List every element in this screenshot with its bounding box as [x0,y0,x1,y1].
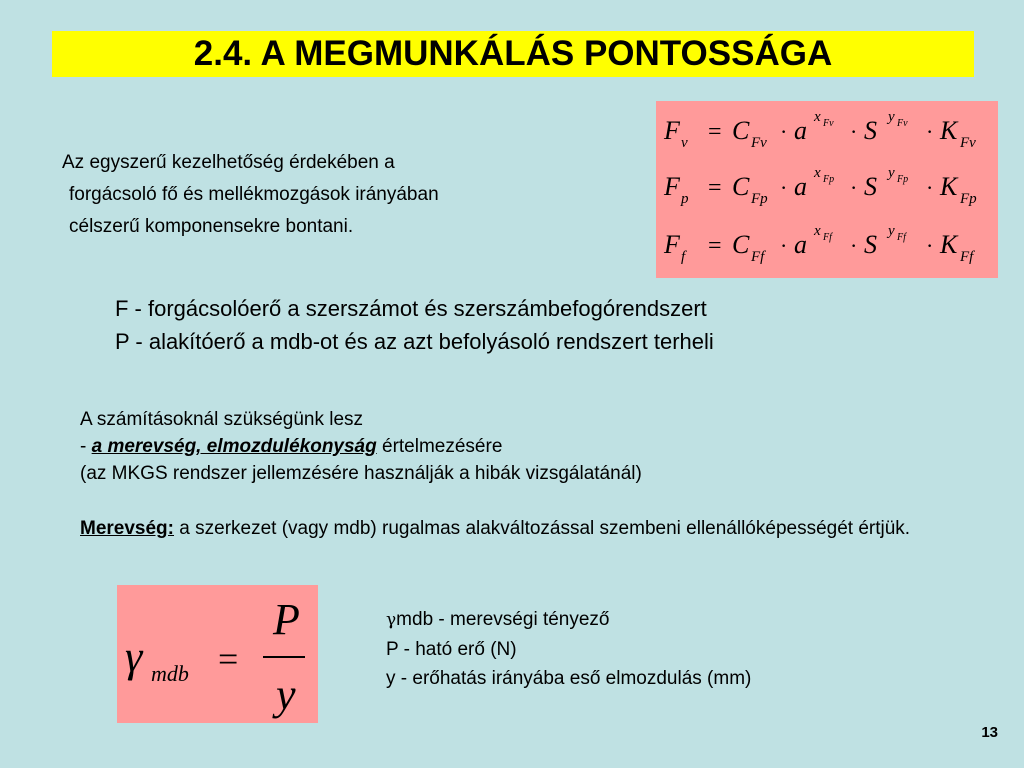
stiffness-text: a szerkezet (vagy mdb) rugalmas alakváltozással szembeni ellenállóképességét értjük. [174,518,911,539]
gamma-definition [386,605,946,635]
formula-row-fp [663,165,977,207]
formula-f-symbol: F [664,230,680,259]
formula-k-symbol: K [940,172,958,201]
calc-line-3: (az MKGS rendszer jellemzésére használják a hibák vizsgálatánál) [80,463,642,484]
force-definitions [115,292,935,358]
formula-f-symbol: F [664,116,680,145]
formula-x-exponent: x [814,109,821,125]
formula-f-subscript: v [681,135,688,151]
formula-dot: · [926,119,934,144]
formula-c-symbol: C [732,172,750,201]
intro-line: forgácsoló fő és mellékmozgások irányában [69,184,439,205]
formula-a-symbol: a [794,116,807,145]
formula-equals: = [708,119,722,145]
formula-y-exponent-subscript: Ff [897,232,906,243]
calc-line-2 [80,433,960,460]
cutting-force-formulas [656,101,998,278]
stiffness-formula-svg [117,585,318,723]
fraction-denominator: y [276,670,296,719]
force-f-definition: F - forgácsolóerő a szerszámot és szerszámbefogórendszert [115,296,707,321]
stiffness-formula [117,585,318,723]
formula-x-exponent-subscript: Fp [823,174,835,185]
formula-dot: · [780,119,788,144]
formula-s-symbol: S [864,230,877,259]
formula-equals: = [218,639,239,679]
formula-equals: = [708,175,722,201]
formula-k-subscript: Fp [960,191,977,207]
gamma-symbol: γ [125,632,143,681]
formula-dot: · [850,175,858,200]
formula-f-subscript: p [681,191,689,207]
formula-f-subscript: f [681,249,686,265]
calc-line-2-rest: értelmezésére [376,436,503,457]
formula-x-exponent-subscript: Fv [823,118,834,129]
formula-x-exponent-subscript: Ff [823,232,832,243]
formula-y-exponent: y [888,109,895,125]
formula-k-symbol: K [940,230,958,259]
slide-title: 2.4. A MEGMUNKÁLÁS PONTOSSÁGA [52,31,974,77]
formula-c-symbol: C [732,116,750,145]
formula-s-symbol: S [864,116,877,145]
formula-k-subscript: Fv [960,135,976,151]
formula-row-fv [663,109,976,151]
formula-y-exponent-subscript: Fp [897,174,909,185]
formula-k-subscript: Ff [960,249,974,265]
formula-a-symbol: a [794,230,807,259]
formula-dot: · [780,175,788,200]
formula-dot: · [850,233,858,258]
fraction-numerator: P [273,595,300,644]
intro-line: célszerű komponensekre bontani. [69,216,354,237]
calc-dash: - [80,436,92,457]
page-number: 13 [981,724,998,741]
formula-y-exponent: y [888,165,895,181]
formula-dot: · [926,233,934,258]
gamma-subscript: mdb [151,661,189,686]
force-p-definition: P - alakítóerő a mdb-ot és az azt befolyásoló rendszert terheli [115,329,714,354]
calculation-note [80,406,960,487]
formula-f-symbol: F [664,172,680,201]
formula-y-exponent-subscript: Fv [897,118,908,129]
formula-k-symbol: K [940,116,958,145]
symbol-definitions [386,605,946,693]
formula-x-exponent: x [814,165,821,181]
formula-c-subscript: Fv [751,135,767,151]
formula-dot: · [850,119,858,144]
gamma-definition-text: mdb - merevségi tényező [396,609,610,630]
formula-c-subscript: Fp [751,191,768,207]
intro-line: Az egyszerű kezelhetőség érdekében a [62,152,395,173]
p-definition: P - ható erő (N) [386,639,517,660]
formula-s-symbol: S [864,172,877,201]
formula-row-ff [663,223,975,265]
y-definition: y - erőhatás irányába eső elmozdulás (mm) [386,668,752,689]
formula-equals: = [708,233,722,259]
formula-dot: · [926,175,934,200]
calc-line-1: A számításoknál szükségünk lesz [80,409,364,430]
stiffness-definition [80,514,960,543]
formula-x-exponent: x [814,223,821,239]
formula-c-symbol: C [732,230,750,259]
formula-a-symbol: a [794,172,807,201]
formula-y-exponent: y [888,223,895,239]
formula-c-subscript: Ff [751,249,765,265]
calc-emphasis: a merevség, elmozdulékonyság [91,436,377,457]
cutting-force-formulas-svg [656,101,998,278]
gamma-definition-symbol: γ [386,610,397,630]
intro-paragraph [62,147,602,243]
formula-dot: · [780,233,788,258]
stiffness-term: Merevség: [80,518,174,539]
